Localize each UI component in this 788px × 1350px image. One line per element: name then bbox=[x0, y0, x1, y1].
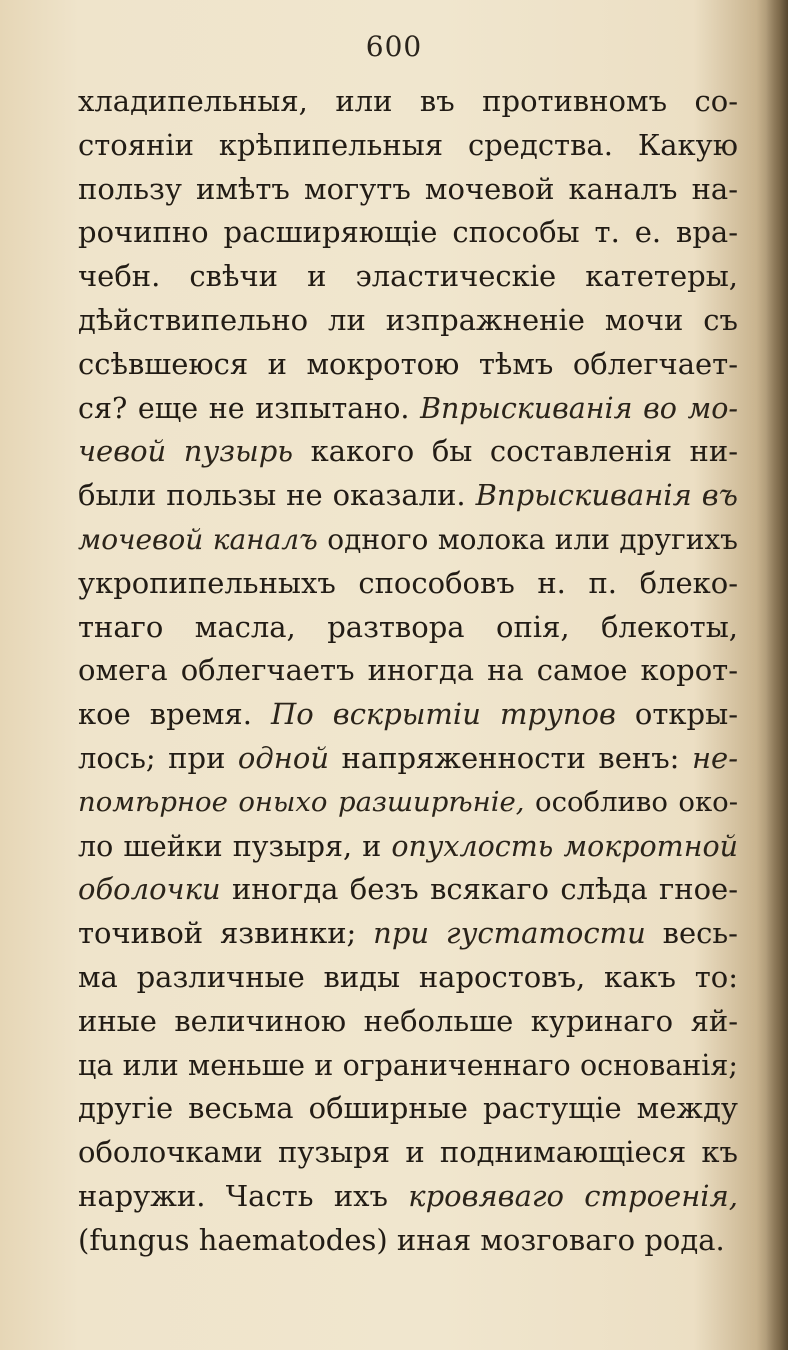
text-line bbox=[78, 1175, 738, 1219]
italic-text-segment: не- bbox=[691, 740, 739, 775]
text-line bbox=[78, 562, 738, 606]
italic-text-segment: кровяваго строенія, bbox=[408, 1178, 738, 1213]
text-line bbox=[78, 649, 738, 693]
text-line bbox=[78, 912, 738, 956]
text-segment: весь- bbox=[645, 916, 738, 951]
text-segment: напряженности венъ: bbox=[329, 740, 692, 775]
text-segment: (fungus haematodes) иная мозговаго рода. bbox=[78, 1222, 725, 1257]
italic-text-segment: чевой пузырь bbox=[78, 434, 294, 469]
text-line bbox=[78, 737, 738, 781]
text-line bbox=[78, 956, 738, 1000]
italic-text-segment: оболочки bbox=[78, 872, 221, 907]
text-segment: ма различные виды наростовъ, какъ то: bbox=[78, 959, 738, 994]
text-line bbox=[78, 1000, 738, 1044]
text-segment: пользу имѣтъ могутъ мочевой каналъ на- bbox=[78, 171, 738, 206]
text-segment: иные величиною небольше куринаго яй- bbox=[78, 1003, 738, 1038]
text-segment: другіе весьма обширные растущіе между bbox=[78, 1091, 738, 1126]
italic-text-segment: опухлость мокротной bbox=[391, 829, 738, 863]
text-segment: рочипно расширяющіе способы т. е. вра- bbox=[78, 215, 738, 250]
text-line bbox=[78, 474, 738, 518]
page-number: 600 bbox=[365, 30, 423, 63]
italic-text-segment: одной bbox=[237, 740, 329, 775]
text-line bbox=[78, 168, 738, 212]
text-line bbox=[78, 255, 738, 299]
text-segment: хладипельныя, или въ противномъ со- bbox=[78, 84, 738, 118]
text-line bbox=[78, 518, 738, 562]
text-segment: какого бы составленія ни- bbox=[293, 434, 738, 469]
text-segment: оболочками пузыря и поднимающіеся къ bbox=[78, 1135, 738, 1170]
italic-text-segment: при густатости bbox=[373, 916, 646, 951]
text-line bbox=[78, 1087, 738, 1131]
text-segment: тнаго масла, разтвора опія, блекоты, bbox=[78, 609, 738, 644]
italic-text-segment: мочевой каналъ bbox=[78, 522, 318, 556]
text-segment: ся? еще не изпытано. bbox=[78, 391, 421, 425]
text-segment: наружи. Часть ихъ bbox=[78, 1178, 409, 1213]
text-line bbox=[78, 387, 738, 431]
text-line bbox=[78, 1044, 738, 1088]
text-line bbox=[78, 1131, 738, 1175]
text-segment: чебн. свѣчи и эластическіе катетеры, bbox=[78, 259, 738, 294]
text-segment: стояніи крѣпипельныя средства. Какую bbox=[78, 127, 738, 162]
text-segment: особливо око- bbox=[524, 785, 738, 818]
text-line bbox=[78, 868, 738, 912]
page-edge-shadow bbox=[766, 0, 788, 1350]
text-segment: дѣйствипельно ли изпражненіе мочи съ bbox=[78, 302, 738, 337]
text-segment: укропипельныхъ способовъ н. п. блеко- bbox=[78, 565, 738, 600]
italic-text-segment: Впрыскиванія во мо- bbox=[420, 391, 738, 425]
text-line bbox=[78, 781, 738, 825]
text-segment: иногда безъ всякаго слѣда гное- bbox=[220, 872, 738, 907]
italic-text-segment: Впрыскиванія въ bbox=[475, 478, 738, 513]
text-segment: точивой язвинки; bbox=[78, 916, 374, 951]
text-line bbox=[78, 430, 738, 474]
text-line bbox=[78, 211, 738, 255]
text-segment: ло шейки пузыря, и bbox=[78, 829, 392, 863]
italic-text-segment: помѣрное оныхо разширѣніе, bbox=[78, 785, 525, 818]
text-line bbox=[78, 825, 738, 869]
text-segment: омега облегчаетъ иногда на самое корот- bbox=[78, 653, 738, 688]
text-line bbox=[78, 693, 738, 737]
text-line bbox=[78, 1219, 738, 1263]
body-text bbox=[78, 80, 738, 1263]
italic-text-segment: По вскрытіи трупов bbox=[271, 697, 616, 732]
text-line bbox=[78, 80, 738, 124]
text-segment: откры- bbox=[615, 697, 738, 732]
text-segment: ца или меньше и ограниченнаго основанія; bbox=[78, 1048, 738, 1082]
text-line bbox=[78, 299, 738, 343]
text-segment: одного молока или другихъ bbox=[317, 522, 738, 556]
text-line bbox=[78, 343, 738, 387]
text-line bbox=[78, 606, 738, 650]
text-segment: кое время. bbox=[78, 697, 271, 732]
text-segment: ссѣвшеюся и мокротою тѣмъ облегчает- bbox=[78, 346, 738, 381]
text-line bbox=[78, 124, 738, 168]
text-segment: были пользы не оказали. bbox=[78, 478, 476, 513]
text-segment: лось; при bbox=[78, 740, 238, 775]
